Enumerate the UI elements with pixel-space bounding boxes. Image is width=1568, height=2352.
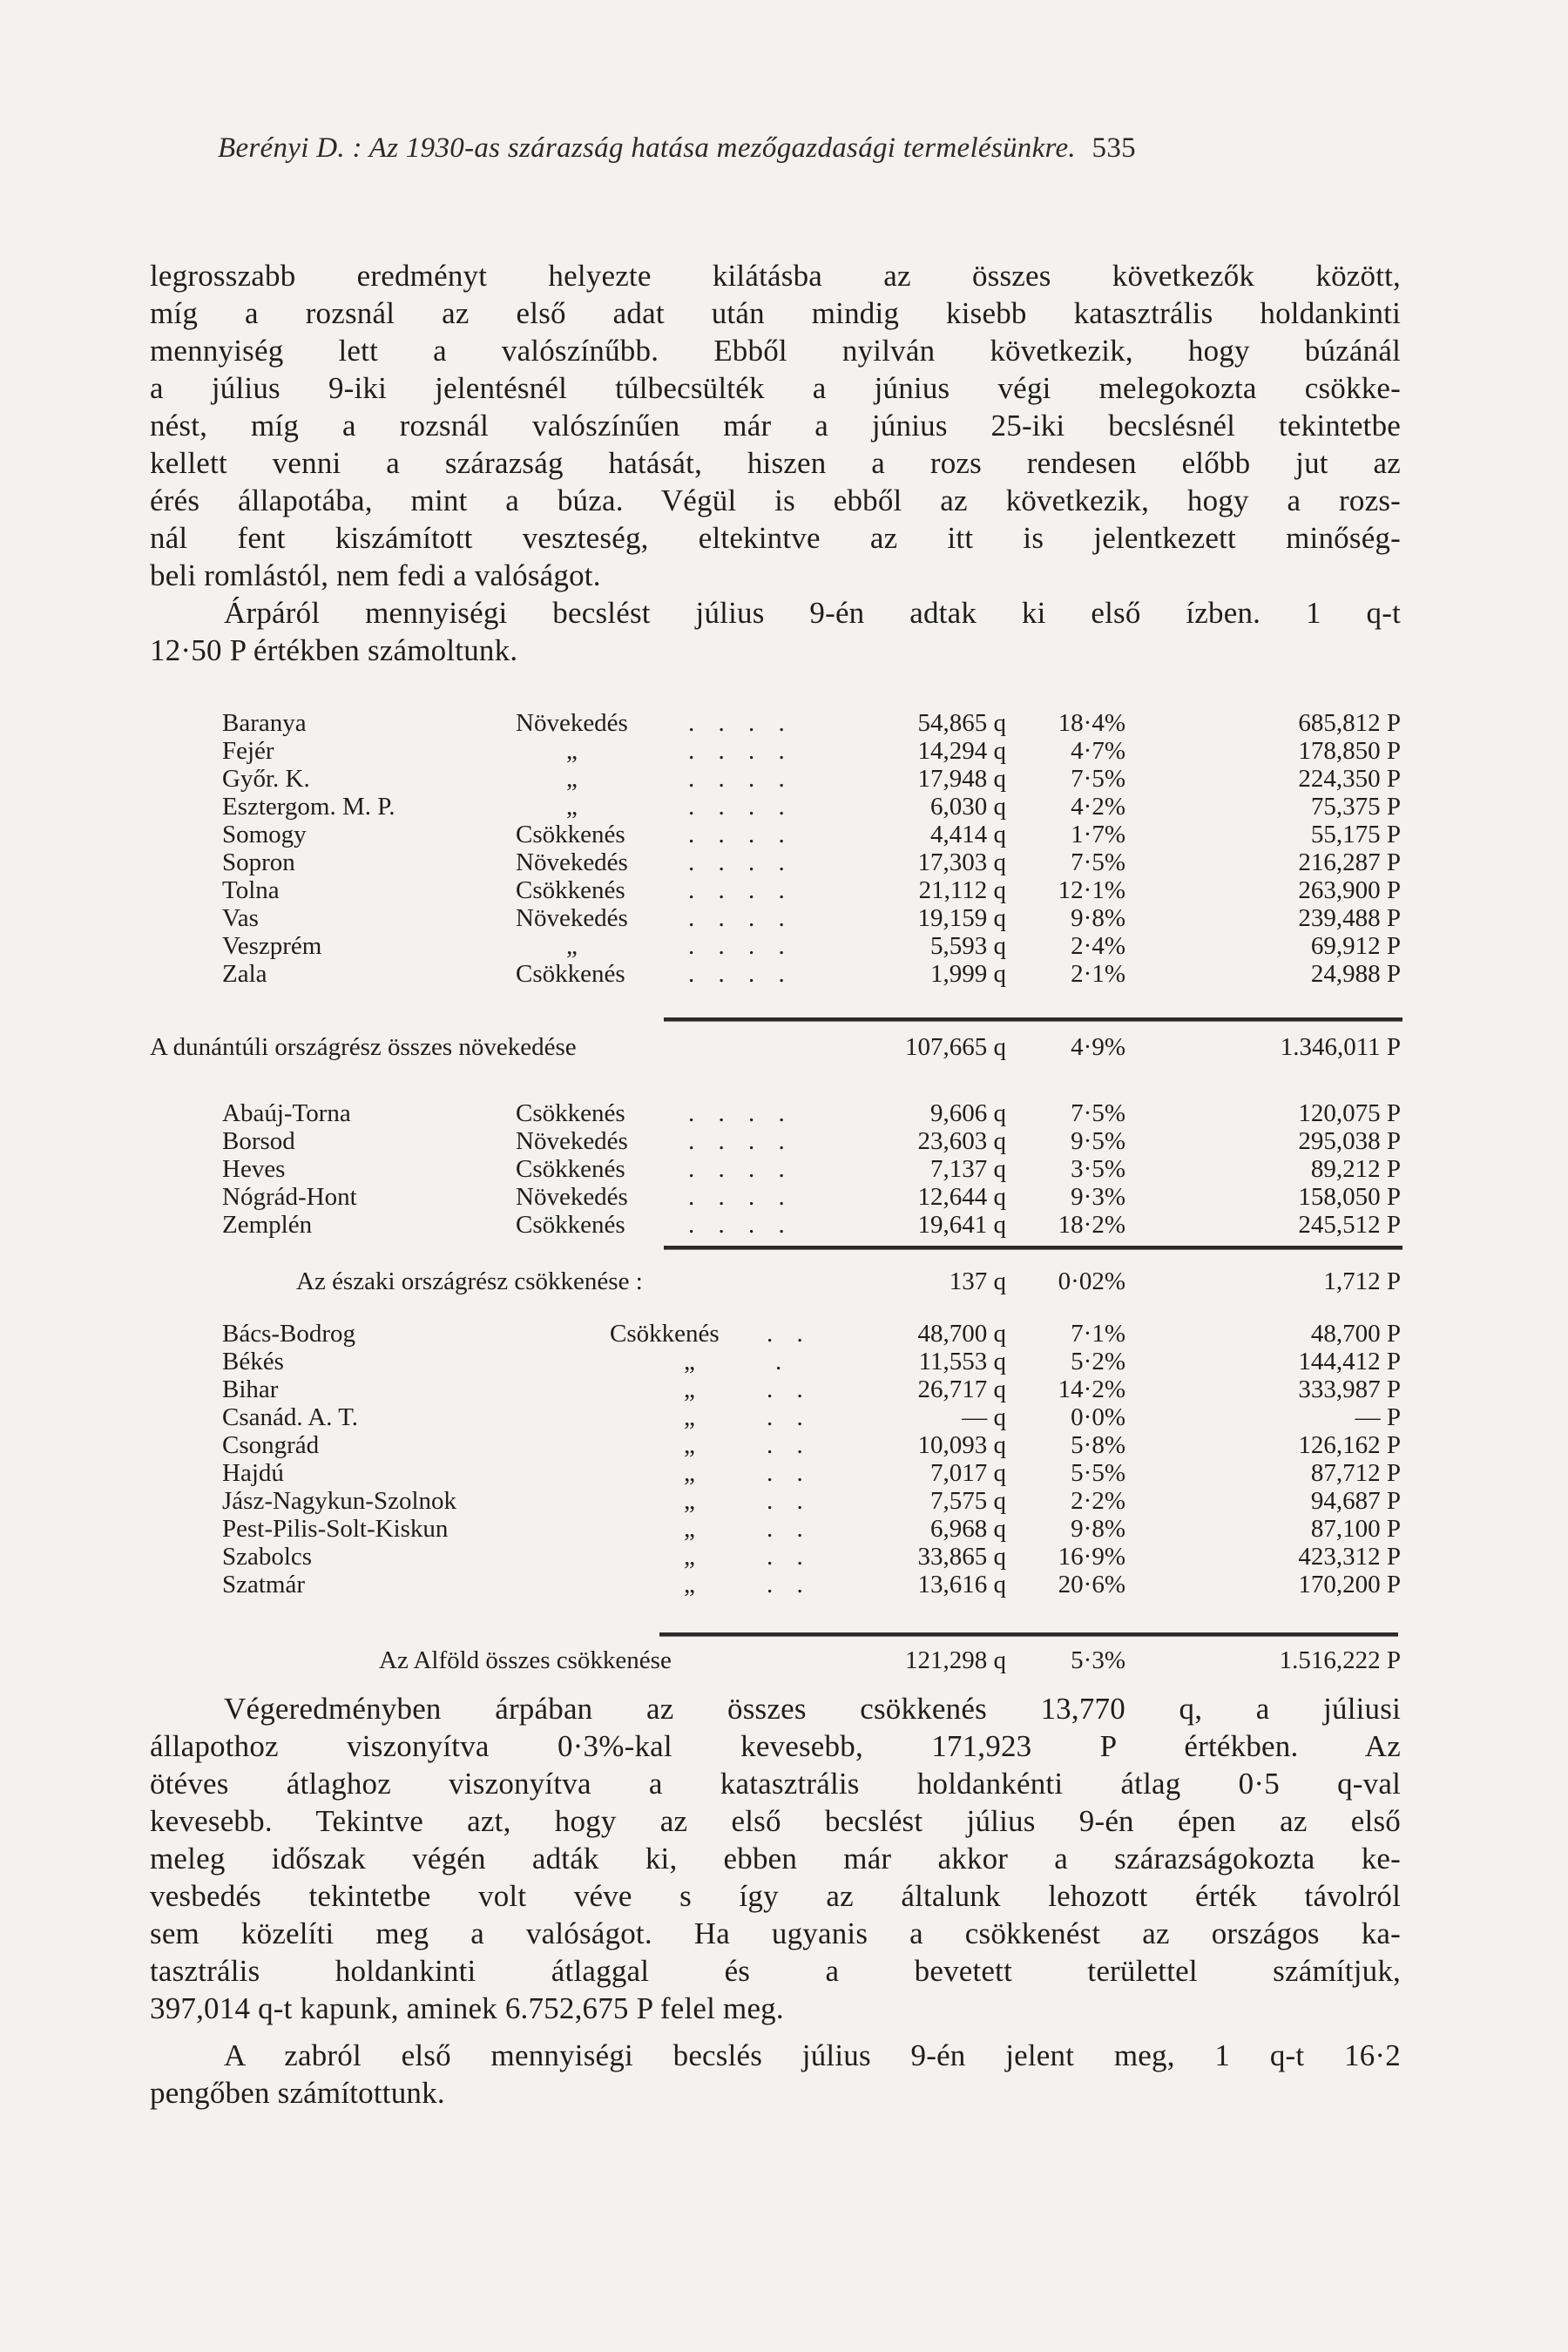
text-line: sem közelíti meg a valóságot. Ha ugyanis a csökkenést az országos ka- xyxy=(150,1916,1401,1950)
percent-cell: 9·3% xyxy=(1071,1183,1125,1211)
text-line: Árpáról mennyiségi becslést július 9-én adtak ki első ízben. 1 q-t xyxy=(224,596,1401,630)
value-cell: 89,212 P xyxy=(1310,1155,1401,1183)
text-line: A zabról első mennyiségi becslés július 9-én jelent meg, 1 q-t 16·2 xyxy=(224,2038,1401,2072)
leader-dots: . . xyxy=(767,1571,812,1598)
value-cell: 216,287 P xyxy=(1298,848,1401,876)
percent-cell: 18·4% xyxy=(1058,709,1125,737)
leader-dots: . . xyxy=(767,1375,812,1403)
paragraph-barley-intro xyxy=(150,594,1401,669)
text-line: vesbedés tekintetbe volt véve s így az általunk lehozott érték távolról xyxy=(150,1879,1401,1913)
quantity-cell: 13,616 q xyxy=(917,1571,1006,1598)
percent-cell: 1·7% xyxy=(1071,821,1125,848)
percent-cell: 12·1% xyxy=(1058,876,1125,904)
county-name: Veszprém xyxy=(222,932,322,960)
county-name: Esztergom. M. P. xyxy=(222,793,395,821)
quantity-cell: 137 q xyxy=(949,1267,1006,1295)
leader-dots: . . xyxy=(767,1487,812,1515)
leader-dots: . . xyxy=(767,1515,812,1543)
quantity-cell: 6,030 q xyxy=(930,793,1006,821)
trend-label: Növekedés xyxy=(516,904,628,932)
value-cell: 685,812 P xyxy=(1298,709,1401,737)
quantity-cell: 19,159 q xyxy=(917,904,1006,932)
leader-dots: . . xyxy=(767,1320,812,1348)
paragraph-intro xyxy=(150,257,1401,594)
ditto-mark: „ xyxy=(684,1543,695,1571)
table-row xyxy=(0,1211,1568,1239)
value-cell: 48,700 P xyxy=(1310,1320,1401,1348)
percent-cell: 5·8% xyxy=(1071,1431,1125,1459)
ditto-mark: „ xyxy=(566,793,578,821)
text-line: beli romlástól, nem fedi a valóságot. xyxy=(150,558,601,592)
table-row xyxy=(0,960,1568,988)
text-line: mennyiség lett a valószínűbb. Ebből nyilván következik, hogy búzánál xyxy=(150,334,1401,368)
value-cell: 87,100 P xyxy=(1310,1515,1401,1543)
table-row xyxy=(0,932,1568,960)
table-row xyxy=(0,1403,1568,1431)
county-name: Hajdú xyxy=(222,1459,284,1487)
table-row xyxy=(0,848,1568,876)
trend-label: Növekedés xyxy=(516,1127,628,1155)
leader-dots: . . . . xyxy=(688,932,794,960)
table-row xyxy=(0,1320,1568,1348)
ditto-mark: „ xyxy=(684,1459,695,1487)
table-row xyxy=(0,1571,1568,1598)
leader-dots: . xyxy=(775,1348,791,1375)
table-total-row xyxy=(0,1033,1568,1061)
quantity-cell: 7,017 q xyxy=(930,1459,1006,1487)
county-name: Pest-Pilis-Solt-Kiskun xyxy=(222,1515,449,1543)
county-name: Zala xyxy=(222,960,267,988)
trend-label: Csökkenés xyxy=(516,960,625,988)
ditto-mark: „ xyxy=(566,932,578,960)
county-name: Bihar xyxy=(222,1375,279,1403)
quantity-cell: 23,603 q xyxy=(917,1127,1006,1155)
percent-cell: 5·5% xyxy=(1071,1459,1125,1487)
percent-cell: 4·9% xyxy=(1071,1033,1125,1061)
county-name: Abaúj-Torna xyxy=(222,1099,351,1127)
percent-cell: 7·5% xyxy=(1071,765,1125,793)
value-cell: 126,162 P xyxy=(1298,1431,1401,1459)
trend-label: Csökkenés xyxy=(516,876,625,904)
ditto-mark: „ xyxy=(684,1348,695,1375)
table-rule xyxy=(664,1246,1402,1250)
county-name: Zemplén xyxy=(222,1211,313,1239)
text-line: ötéves átlaghoz viszonyítva a katasztrális holdankénti átlag 0·5 q-val xyxy=(150,1767,1401,1801)
leader-dots: . . . . xyxy=(688,904,794,932)
ditto-mark: „ xyxy=(566,765,578,793)
ditto-mark: „ xyxy=(684,1375,695,1403)
table-row xyxy=(0,1459,1568,1487)
value-cell: 75,375 P xyxy=(1310,793,1401,821)
quantity-cell: 7,137 q xyxy=(930,1155,1006,1183)
table-row xyxy=(0,1183,1568,1211)
value-cell: — P xyxy=(1355,1403,1401,1431)
value-cell: 158,050 P xyxy=(1298,1183,1401,1211)
value-cell: 333,987 P xyxy=(1298,1375,1401,1403)
text-line: érés állapotába, mint a búza. Végül is ebből az következik, hogy a rozs- xyxy=(150,483,1401,517)
value-cell: 69,912 P xyxy=(1310,932,1401,960)
trend-label: Csökkenés xyxy=(516,1099,625,1127)
value-cell: 239,488 P xyxy=(1298,904,1401,932)
table-row xyxy=(0,1515,1568,1543)
county-name: Szatmár xyxy=(222,1571,306,1598)
quantity-cell: 7,575 q xyxy=(930,1487,1006,1515)
county-name: Borsod xyxy=(222,1127,295,1155)
page-number: 535 xyxy=(1092,132,1136,164)
running-title: Berényi D. : Az 1930-as szárazság hatása mezőgazdasági termelésünkre. xyxy=(218,132,1076,164)
percent-cell: 0·02% xyxy=(1058,1267,1125,1295)
text-line: tasztrális holdankinti átlaggal és a bevetett területtel számítjuk, xyxy=(150,1954,1401,1988)
total-label: Az északi országrész csökkenése : xyxy=(296,1267,643,1295)
percent-cell: 2·4% xyxy=(1071,932,1125,960)
quantity-cell: 19,641 q xyxy=(917,1211,1006,1239)
percent-cell: 2·1% xyxy=(1071,960,1125,988)
text-line: nést, míg a rozsnál valószínűen már a június 25-iki becslésnél tekintetbe xyxy=(150,409,1401,443)
percent-cell: 7·5% xyxy=(1071,1099,1125,1127)
quantity-cell: 9,606 q xyxy=(930,1099,1006,1127)
leader-dots: . . . . xyxy=(688,765,794,793)
percent-cell: 0·0% xyxy=(1071,1403,1125,1431)
percent-cell: 3·5% xyxy=(1071,1155,1125,1183)
county-name: Heves xyxy=(222,1155,286,1183)
quantity-cell: 10,093 q xyxy=(917,1431,1006,1459)
leader-dots: . . . . xyxy=(688,737,794,765)
county-name: Békés xyxy=(222,1348,284,1375)
text-line: 12·50 P értékben számoltunk. xyxy=(150,633,518,667)
quantity-cell: 12,644 q xyxy=(917,1183,1006,1211)
percent-cell: 16·9% xyxy=(1058,1543,1125,1571)
value-cell: 24,988 P xyxy=(1310,960,1401,988)
value-cell: 55,175 P xyxy=(1310,821,1401,848)
ditto-mark: „ xyxy=(566,737,578,765)
value-cell: 263,900 P xyxy=(1298,876,1401,904)
county-name: Jász-Nagykun-Szolnok xyxy=(222,1487,457,1515)
value-cell: 1.516,222 P xyxy=(1279,1646,1401,1674)
leader-dots: . . . . xyxy=(688,1211,794,1239)
county-name: Csongrád xyxy=(222,1431,320,1459)
percent-cell: 7·5% xyxy=(1071,848,1125,876)
trend-label: Növekedés xyxy=(516,848,628,876)
table-row xyxy=(0,1487,1568,1515)
text-line: nál fent kiszámított veszteség, eltekintve az itt is jelentkezett minőség- xyxy=(150,521,1401,555)
value-cell: 245,512 P xyxy=(1298,1211,1401,1239)
leader-dots: . . . . xyxy=(688,1127,794,1155)
trend-label: Növekedés xyxy=(516,1183,628,1211)
leader-dots: . . . . xyxy=(688,821,794,848)
text-line: kellett venni a szárazság hatását, hiszen a rozs rendesen előbb jut az xyxy=(150,446,1401,480)
table-rule xyxy=(664,1017,1402,1022)
percent-cell: 5·2% xyxy=(1071,1348,1125,1375)
county-name: Baranya xyxy=(222,709,307,737)
table-row xyxy=(0,904,1568,932)
ditto-mark: „ xyxy=(684,1403,695,1431)
ditto-mark: „ xyxy=(684,1515,695,1543)
table-row xyxy=(0,1543,1568,1571)
ditto-mark: „ xyxy=(684,1487,695,1515)
table-row xyxy=(0,1099,1568,1127)
table-row xyxy=(0,1127,1568,1155)
paragraph-barley-summary xyxy=(150,1690,1401,2027)
table-row xyxy=(0,1431,1568,1459)
quantity-cell: 11,553 q xyxy=(918,1348,1006,1375)
percent-cell: 7·1% xyxy=(1071,1320,1125,1348)
quantity-cell: 121,298 q xyxy=(905,1646,1006,1674)
percent-cell: 5·3% xyxy=(1071,1646,1125,1674)
value-cell: 224,350 P xyxy=(1298,765,1401,793)
quantity-cell: 6,968 q xyxy=(930,1515,1006,1543)
table-row xyxy=(0,1348,1568,1375)
value-cell: 295,038 P xyxy=(1298,1127,1401,1155)
ditto-mark: „ xyxy=(684,1571,695,1598)
running-header xyxy=(218,132,1402,165)
county-name: Győr. K. xyxy=(222,765,310,793)
table-row xyxy=(0,876,1568,904)
table-row xyxy=(0,793,1568,821)
text-line: meleg időszak végén adták ki, ebben már akkor a szárazságokozta ke- xyxy=(150,1842,1401,1876)
leader-dots: . . xyxy=(767,1403,812,1431)
percent-cell: 9·8% xyxy=(1071,904,1125,932)
value-cell: 87,712 P xyxy=(1310,1459,1401,1487)
trend-label: Csökkenés xyxy=(516,821,625,848)
total-label: A dunántúli országrész összes növekedése xyxy=(150,1033,577,1061)
percent-cell: 4·7% xyxy=(1071,737,1125,765)
quantity-cell: 107,665 q xyxy=(905,1033,1006,1061)
quantity-cell: 1,999 q xyxy=(930,960,1006,988)
value-cell: 120,075 P xyxy=(1298,1099,1401,1127)
value-cell: 178,850 P xyxy=(1298,737,1401,765)
county-name: Bács-Bodrog xyxy=(222,1320,356,1348)
text-line: állapothoz viszonyítva 0·3%-kal kevesebb, 171,923 P értékben. Az xyxy=(150,1729,1401,1763)
table-rule xyxy=(659,1632,1398,1637)
value-cell: 144,412 P xyxy=(1298,1348,1401,1375)
value-cell: 170,200 P xyxy=(1298,1571,1401,1598)
table-row xyxy=(0,737,1568,765)
value-cell: 1.346,011 P xyxy=(1280,1033,1401,1061)
percent-cell: 14·2% xyxy=(1058,1375,1125,1403)
text-line: 397,014 q-t kapunk, aminek 6.752,675 P felel meg. xyxy=(150,1991,784,2025)
percent-cell: 20·6% xyxy=(1058,1571,1125,1598)
table-row xyxy=(0,1155,1568,1183)
leader-dots: . . . . xyxy=(688,1155,794,1183)
table-total-row xyxy=(0,1646,1568,1674)
quantity-cell: 26,717 q xyxy=(917,1375,1006,1403)
trend-label: Csökkenés xyxy=(516,1211,625,1239)
text-line: pengőben számítottunk. xyxy=(150,2076,445,2110)
leader-dots: . . . . xyxy=(688,1183,794,1211)
trend-label: Csökkenés xyxy=(516,1155,625,1183)
percent-cell: 2·2% xyxy=(1071,1487,1125,1515)
county-name: Fejér xyxy=(222,737,274,765)
quantity-cell: 48,700 q xyxy=(917,1320,1006,1348)
text-line: Végeredményben árpában az összes csökkenés 13,770 q, a júliusi xyxy=(224,1692,1401,1726)
table-row xyxy=(0,709,1568,737)
quantity-cell: 54,865 q xyxy=(917,709,1006,737)
county-name: Szabolcs xyxy=(222,1543,313,1571)
text-line: kevesebb. Tekintve azt, hogy az első becslést július 9-én épen az első xyxy=(150,1804,1401,1838)
text-line: legrosszabb eredményt helyezte kilátásba az összes következők között, xyxy=(150,259,1401,293)
ditto-mark: „ xyxy=(684,1431,695,1459)
leader-dots: . . xyxy=(767,1543,812,1571)
value-cell: 94,687 P xyxy=(1310,1487,1401,1515)
table-row xyxy=(0,1375,1568,1403)
percent-cell: 9·5% xyxy=(1071,1127,1125,1155)
percent-cell: 18·2% xyxy=(1058,1211,1125,1239)
percent-cell: 9·8% xyxy=(1071,1515,1125,1543)
county-name: Sopron xyxy=(222,848,295,876)
quantity-cell: 21,112 q xyxy=(918,876,1006,904)
table-row xyxy=(0,821,1568,848)
county-name: Vas xyxy=(222,904,259,932)
county-name: Tolna xyxy=(222,876,280,904)
percent-cell: 4·2% xyxy=(1071,793,1125,821)
leader-dots: . . . . xyxy=(688,876,794,904)
text-line: a július 9-iki jelentésnél túlbecsülték a június végi melegokozta csökke- xyxy=(150,371,1401,405)
county-name: Somogy xyxy=(222,821,307,848)
leader-dots: . . . . xyxy=(688,793,794,821)
quantity-cell: 4,414 q xyxy=(930,821,1006,848)
quantity-cell: 17,948 q xyxy=(917,765,1006,793)
county-name: Nógrád-Hont xyxy=(222,1183,357,1211)
leader-dots: . . xyxy=(767,1431,812,1459)
trend-label: Csökkenés xyxy=(610,1320,720,1348)
quantity-cell: 5,593 q xyxy=(930,932,1006,960)
leader-dots: . . . . xyxy=(688,848,794,876)
value-cell: 1,712 P xyxy=(1323,1267,1401,1295)
table-row xyxy=(0,765,1568,793)
quantity-cell: 14,294 q xyxy=(917,737,1006,765)
text-line: míg a rozsnál az első adat után mindig kisebb katasztrális holdankinti xyxy=(150,296,1401,330)
county-name: Csanád. A. T. xyxy=(222,1403,359,1431)
quantity-cell: — q xyxy=(962,1403,1006,1431)
leader-dots: . . . . xyxy=(688,960,794,988)
leader-dots: . . xyxy=(767,1459,812,1487)
leader-dots: . . . . xyxy=(688,709,794,737)
trend-label: Növekedés xyxy=(516,709,628,737)
total-label: Az Alföld összes csökkenése xyxy=(379,1646,672,1674)
paragraph-oats-intro xyxy=(150,2037,1401,2112)
value-cell: 423,312 P xyxy=(1298,1543,1401,1571)
quantity-cell: 33,865 q xyxy=(917,1543,1006,1571)
quantity-cell: 17,303 q xyxy=(917,848,1006,876)
table-total-row xyxy=(0,1267,1568,1295)
leader-dots: . . . . xyxy=(688,1099,794,1127)
